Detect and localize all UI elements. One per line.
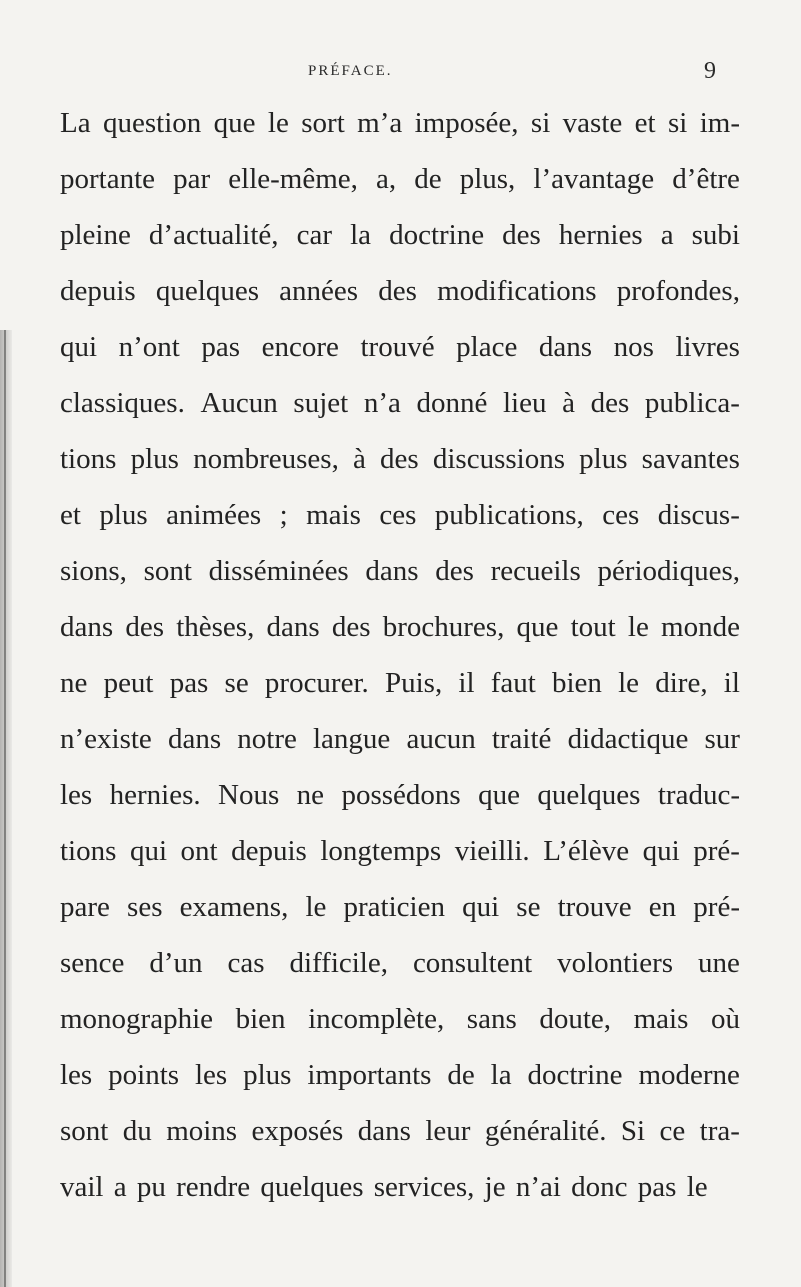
text-line xyxy=(60,151,740,207)
word: du xyxy=(122,1115,152,1147)
word: Puis, xyxy=(384,667,443,699)
word: pare xyxy=(60,891,110,923)
word: il xyxy=(458,667,475,699)
running-header xyxy=(0,56,801,86)
word: doctrine xyxy=(389,219,485,251)
word: donné xyxy=(416,387,488,419)
word: ; xyxy=(279,499,288,531)
word: pas xyxy=(201,331,241,363)
word: trouvé xyxy=(360,331,435,363)
word: hernies. xyxy=(109,779,201,811)
text-line xyxy=(60,767,740,823)
word: ont xyxy=(180,835,218,867)
word: plus, xyxy=(459,163,516,195)
word: qui xyxy=(129,835,167,867)
word: vaste xyxy=(562,107,623,139)
word: dans xyxy=(365,555,419,587)
word: n’a xyxy=(363,387,401,419)
word: des xyxy=(380,443,419,475)
word: recueils xyxy=(490,555,581,587)
word: sujet xyxy=(293,387,349,419)
word: n’ont xyxy=(118,331,180,363)
word: notre xyxy=(237,723,297,755)
word: plus xyxy=(130,443,179,475)
word: la xyxy=(490,1059,512,1091)
word: pré- xyxy=(693,835,740,867)
word: sur xyxy=(704,723,740,755)
body-text xyxy=(60,95,740,1215)
word: et xyxy=(634,107,656,139)
text-line xyxy=(60,991,740,1047)
word: si xyxy=(667,107,688,139)
word: vieilli. xyxy=(454,835,530,867)
word: que xyxy=(213,107,256,139)
word: discus- xyxy=(657,499,740,531)
word: points xyxy=(108,1059,180,1091)
word: que xyxy=(478,779,520,811)
word: sans xyxy=(466,1003,517,1035)
word: pré- xyxy=(693,891,740,923)
word: doctrine xyxy=(527,1059,623,1091)
word: subi xyxy=(691,219,740,251)
word: tout xyxy=(570,611,616,643)
text-line xyxy=(60,207,740,263)
word: qui xyxy=(60,331,98,363)
word: des xyxy=(590,387,630,419)
word: une xyxy=(698,947,740,979)
word: généralité. xyxy=(484,1115,607,1147)
text-line xyxy=(60,543,740,599)
word: discussions xyxy=(432,443,565,475)
word: sont xyxy=(143,555,192,587)
text-line xyxy=(60,375,740,431)
word: par xyxy=(173,163,211,195)
word: plus xyxy=(243,1059,292,1091)
word: thèses, xyxy=(176,611,255,643)
word: des xyxy=(331,611,371,643)
text-line xyxy=(60,1047,740,1103)
word: publica- xyxy=(644,387,740,419)
word: publications, xyxy=(434,499,584,531)
text-line xyxy=(60,487,740,543)
word: place xyxy=(456,331,518,363)
word: traité xyxy=(491,723,552,755)
text-line xyxy=(60,319,740,375)
word: les xyxy=(60,1059,93,1091)
word: procurer. xyxy=(264,667,369,699)
word: ces xyxy=(379,499,417,531)
word: il xyxy=(723,667,740,699)
word: animées xyxy=(166,499,262,531)
word: plus xyxy=(579,443,628,475)
word: nombreuses, xyxy=(193,443,339,475)
word: question xyxy=(102,107,202,139)
word: savantes xyxy=(641,443,740,475)
word: que xyxy=(516,611,559,643)
word: elle-même, xyxy=(228,163,358,195)
word: sort xyxy=(301,107,345,139)
word: car xyxy=(296,219,333,251)
word: la xyxy=(350,219,372,251)
word: praticien xyxy=(343,891,445,923)
word: longtemps xyxy=(320,835,442,867)
word: et xyxy=(60,499,81,531)
word: les xyxy=(194,1059,228,1091)
word: pleine xyxy=(60,219,131,251)
word: monde xyxy=(661,611,740,643)
word: imposée, xyxy=(414,107,519,139)
word: si xyxy=(530,107,551,139)
word: de xyxy=(447,1059,475,1091)
text-line xyxy=(60,935,740,991)
word: profondes, xyxy=(616,275,740,307)
word: examens, xyxy=(179,891,289,923)
word: d’actualité, xyxy=(148,219,279,251)
word: mais xyxy=(633,1003,689,1035)
word: quelques xyxy=(155,275,259,307)
word: Si xyxy=(620,1115,646,1147)
word: ce xyxy=(659,1115,686,1147)
word: à xyxy=(353,443,366,475)
word: difficile, xyxy=(289,947,388,979)
word: en xyxy=(648,891,677,923)
text-line xyxy=(60,655,740,711)
word: importants xyxy=(307,1059,432,1091)
word: l’avantage xyxy=(533,163,655,195)
text-line xyxy=(60,1103,740,1159)
word: qui xyxy=(642,835,680,867)
text-line xyxy=(60,823,740,879)
word: le xyxy=(267,107,289,139)
word: leur xyxy=(425,1115,471,1147)
word: d’un xyxy=(149,947,203,979)
word: portante xyxy=(60,163,156,195)
page-gutter-shadow xyxy=(0,330,12,1287)
word: faut xyxy=(490,667,536,699)
word: n’existe xyxy=(60,723,152,755)
word: aucun xyxy=(406,723,476,755)
word: volontiers xyxy=(557,947,674,979)
word: pas xyxy=(169,667,209,699)
word: des xyxy=(378,275,417,307)
word: ses xyxy=(127,891,163,923)
word: de xyxy=(414,163,442,195)
word: La xyxy=(60,107,91,139)
word: les xyxy=(60,779,93,811)
word: des xyxy=(435,555,474,587)
word: possédons xyxy=(341,779,461,811)
text-line: vail a pu rendre quelques services, je n’ai donc pas le xyxy=(60,1171,708,1203)
word: sence xyxy=(60,947,125,979)
text-line xyxy=(60,879,740,935)
word: encore xyxy=(261,331,339,363)
word: moins xyxy=(166,1115,238,1147)
word: ces xyxy=(602,499,640,531)
word: trouve xyxy=(557,891,632,923)
word: dire, xyxy=(655,667,708,699)
word: sont xyxy=(60,1115,109,1147)
word: consultent xyxy=(412,947,533,979)
word: ne xyxy=(60,667,88,699)
word: tra- xyxy=(699,1115,740,1147)
word: d’être xyxy=(672,163,740,195)
word: dans xyxy=(167,723,222,755)
word: dans xyxy=(266,611,320,643)
word: sions, xyxy=(60,555,127,587)
word: monographie xyxy=(60,1003,214,1035)
word: a xyxy=(660,219,674,251)
word: disséminées xyxy=(208,555,349,587)
word: nos xyxy=(613,331,654,363)
text-line xyxy=(60,711,740,767)
word: exposés xyxy=(251,1115,344,1147)
text-line xyxy=(60,431,740,487)
page-gutter-edge xyxy=(4,330,6,1287)
word: Aucun xyxy=(200,387,278,419)
word: se xyxy=(224,667,249,699)
word: mais xyxy=(306,499,361,531)
word: qui xyxy=(462,891,500,923)
word: dans xyxy=(538,331,593,363)
word: L’élève xyxy=(543,835,630,867)
word: depuis xyxy=(231,835,307,867)
word: doute, xyxy=(539,1003,611,1035)
word: années xyxy=(279,275,359,307)
word: a, xyxy=(376,163,397,195)
word: modifications xyxy=(437,275,597,307)
word: lieu xyxy=(502,387,547,419)
word: cas xyxy=(227,947,265,979)
word: où xyxy=(710,1003,740,1035)
word: tions xyxy=(60,835,117,867)
word: im- xyxy=(699,107,740,139)
word: ne xyxy=(296,779,325,811)
word: langue xyxy=(313,723,391,755)
word: peut xyxy=(103,667,154,699)
word: m’a xyxy=(357,107,403,139)
word: des xyxy=(502,219,541,251)
word: incomplète, xyxy=(308,1003,445,1035)
text-line xyxy=(60,599,740,655)
word: quelques xyxy=(537,779,641,811)
word: le xyxy=(627,611,649,643)
text-line xyxy=(60,95,740,151)
word: bien xyxy=(235,1003,286,1035)
word: didactique xyxy=(567,723,689,755)
word: à xyxy=(562,387,575,419)
word: depuis xyxy=(60,275,136,307)
word: classiques. xyxy=(60,387,185,419)
text-line xyxy=(60,263,740,319)
word: le xyxy=(305,891,327,923)
word: hernies xyxy=(558,219,643,251)
word: périodiques, xyxy=(597,555,740,587)
word: des xyxy=(125,611,165,643)
word: traduc- xyxy=(657,779,740,811)
word: bien xyxy=(551,667,602,699)
word: plus xyxy=(99,499,148,531)
page-number: 9 xyxy=(704,58,716,84)
running-title: PRÉFACE. xyxy=(308,63,393,79)
word: se xyxy=(516,891,541,923)
word: moderne xyxy=(638,1059,740,1091)
word: dans xyxy=(60,611,114,643)
word: le xyxy=(618,667,640,699)
word: Nous xyxy=(218,779,280,811)
word: tions xyxy=(60,443,117,475)
word: dans xyxy=(357,1115,411,1147)
word: brochures, xyxy=(382,611,505,643)
word: livres xyxy=(675,331,740,363)
